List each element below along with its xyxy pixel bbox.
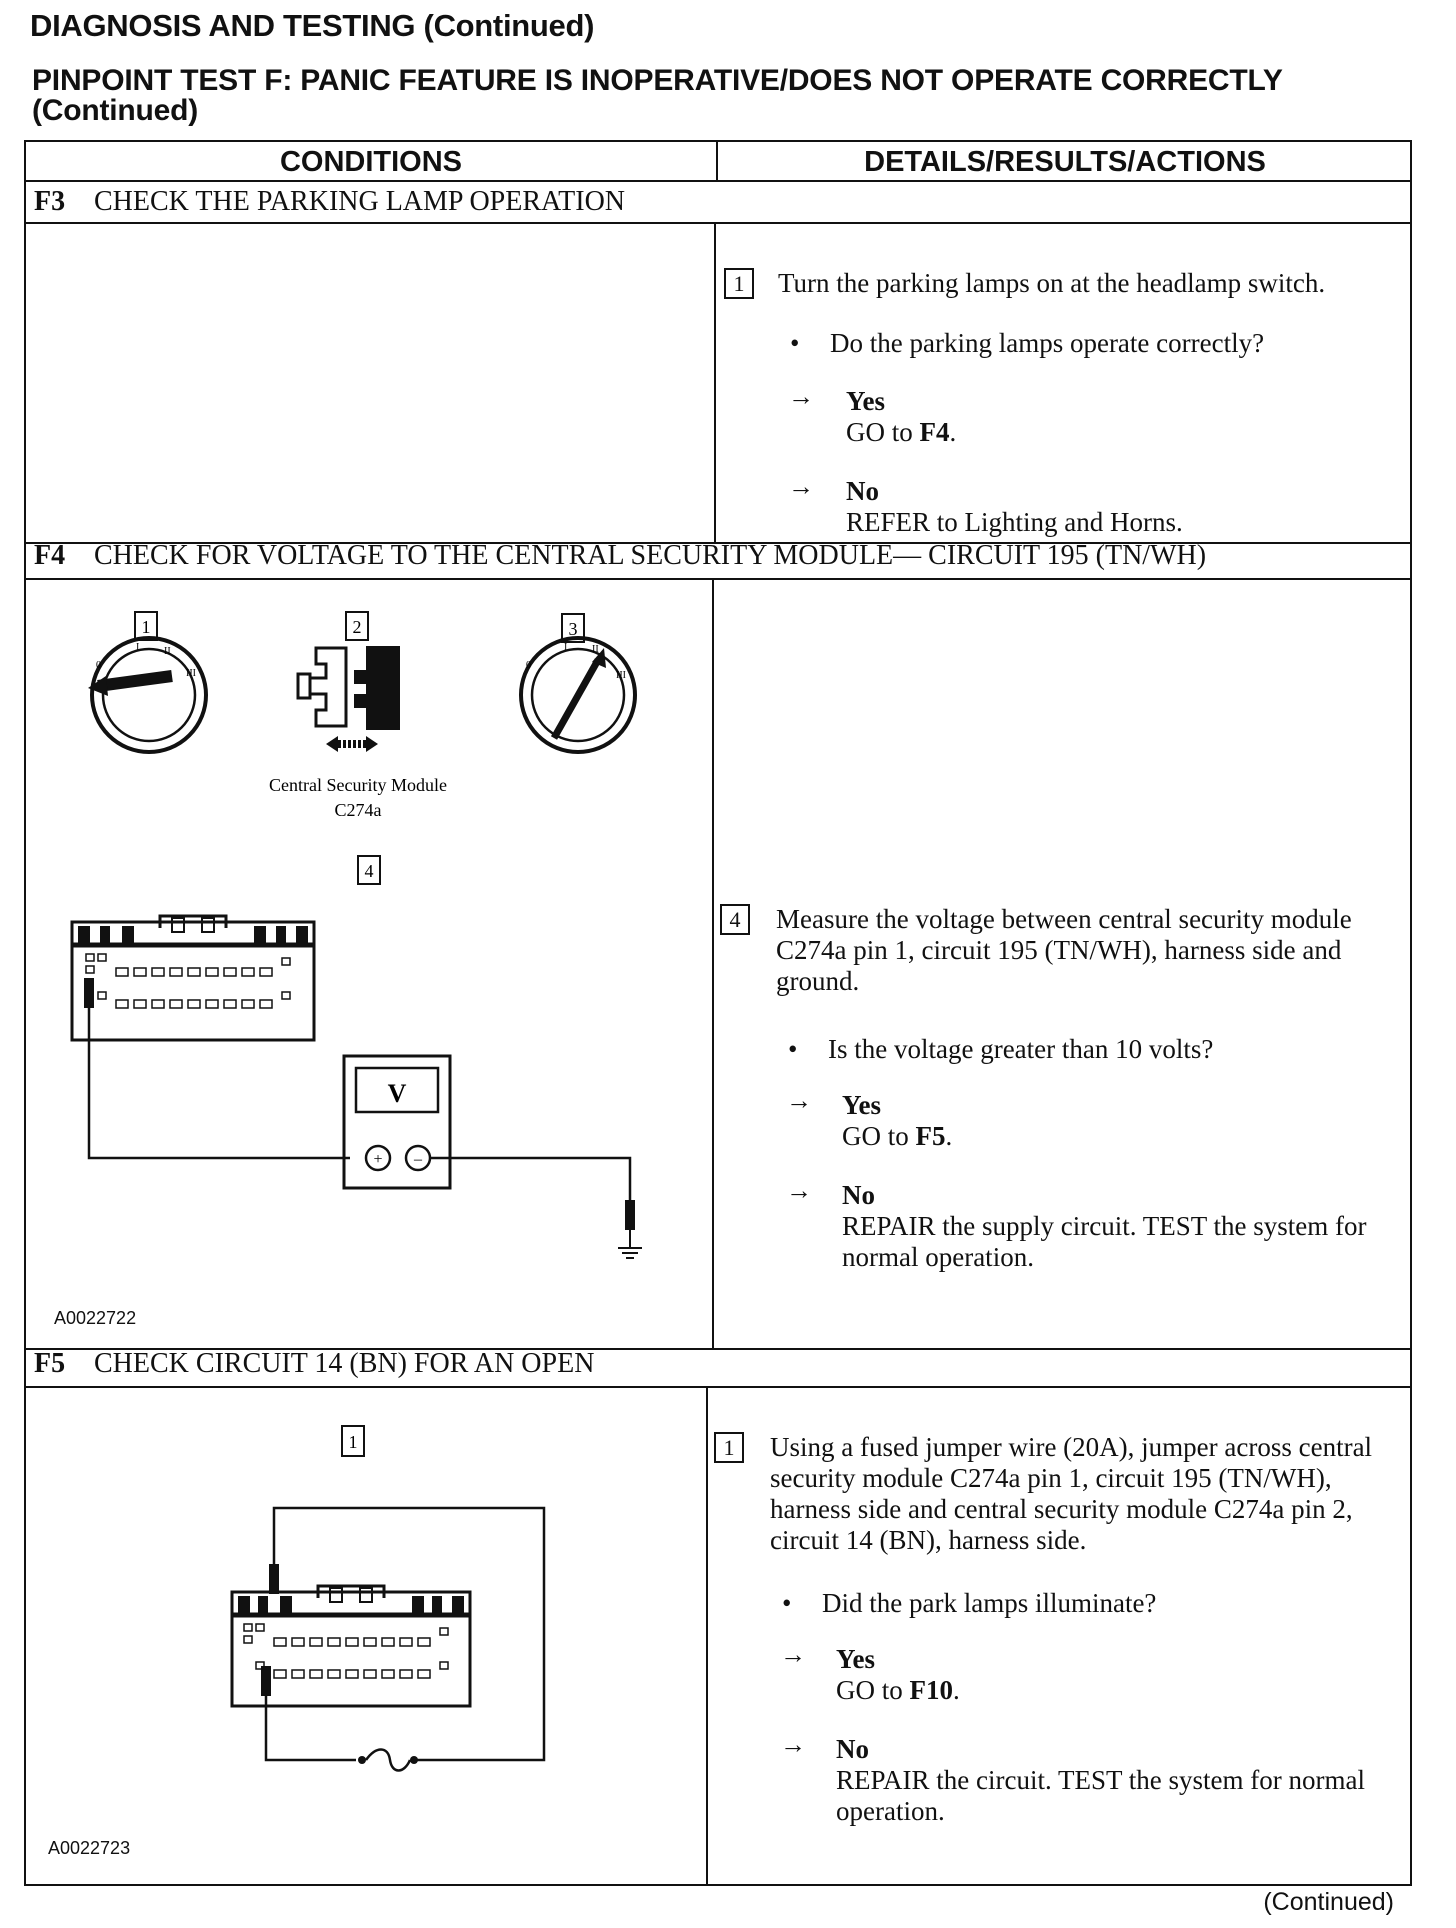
arrow-right-icon: → bbox=[786, 1176, 812, 1205]
f4-step-number: 4 bbox=[720, 904, 750, 935]
details-header: DETAILS/RESULTS/ACTIONS bbox=[864, 146, 1266, 178]
svg-text:1: 1 bbox=[348, 1432, 358, 1452]
bullet-icon: • bbox=[790, 328, 800, 358]
svg-text:–: – bbox=[414, 1151, 422, 1168]
f5-step-title bbox=[34, 1348, 594, 1380]
f4-title: CHECK FOR VOLTAGE TO THE CENTRAL SECURITY MODULE— CIRCUIT 195 (TN/WH) bbox=[94, 540, 1207, 571]
svg-text:+: + bbox=[373, 1151, 383, 1168]
f5-figure-id: A0022723 bbox=[48, 1838, 131, 1858]
f4-question: Is the voltage greater than 10 volts? bbox=[828, 1034, 1214, 1064]
pinpoint-test-title: PINPOINT TEST F: PANIC FEATURE IS INOPERATIVE/DOES NOT OPERATE CORRECTLY (Continued) bbox=[32, 64, 1283, 127]
f5-id: F5 bbox=[34, 1348, 66, 1379]
f5-no-action: REPAIR the circuit. TEST the system for normal operation. bbox=[836, 1765, 1365, 1826]
continued-note: (Continued) bbox=[1263, 1888, 1394, 1916]
f5-title: CHECK CIRCUIT 14 (BN) FOR AN OPEN bbox=[94, 1348, 595, 1379]
f4-yes-action: GO to F5. bbox=[842, 1121, 953, 1151]
f5-yes-result bbox=[836, 1644, 1376, 1706]
ignition-switch-run-icon bbox=[521, 638, 635, 752]
conditions-header: CONDITIONS bbox=[279, 146, 463, 178]
f5-jumper-test-diagram bbox=[26, 1386, 706, 1886]
f3-step-title bbox=[34, 186, 625, 218]
f5-fig-step1-box bbox=[342, 1426, 364, 1456]
f3-title: CHECK THE PARKING LAMP OPERATION bbox=[94, 186, 626, 217]
f5-no-label: No bbox=[836, 1734, 869, 1764]
f3-yes-label: Yes bbox=[846, 386, 885, 416]
arrow-right-icon: → bbox=[788, 382, 814, 411]
fuse-icon bbox=[358, 1750, 418, 1771]
f4-fig-step2-box bbox=[346, 612, 368, 640]
f5-yes-action: GO to F10. bbox=[836, 1675, 960, 1705]
f3-no-action: REFER to Lighting and Horns. bbox=[846, 507, 1183, 537]
f4-fig-step4-box bbox=[358, 856, 380, 884]
f5-yes-label: Yes bbox=[836, 1644, 875, 1674]
f3-step-number: 1 bbox=[724, 268, 754, 299]
f3-yes-action: GO to F4. bbox=[846, 417, 957, 447]
svg-text:I: I bbox=[136, 642, 140, 653]
f4-yes-label: Yes bbox=[842, 1090, 881, 1120]
svg-text:I: I bbox=[564, 642, 568, 653]
f4-step-text: Measure the voltage between central security module C274a pin 1, circuit 195 (TN/WH), harness side and ground. bbox=[776, 904, 1352, 996]
page-title: DIAGNOSIS AND TESTING (Continued) bbox=[30, 8, 595, 43]
f4-figure-id: A0022722 bbox=[54, 1308, 137, 1328]
harness-connector-c274a-icon bbox=[232, 1564, 470, 1706]
f4-no-result bbox=[842, 1180, 1402, 1273]
svg-text:II: II bbox=[592, 644, 599, 655]
connector-disconnect-icon bbox=[298, 646, 400, 752]
arrow-right-icon: → bbox=[780, 1640, 806, 1669]
bullet-icon: • bbox=[788, 1034, 798, 1064]
f3-id: F3 bbox=[34, 186, 66, 217]
svg-text:4: 4 bbox=[364, 861, 374, 881]
f4-step-title bbox=[34, 540, 1206, 572]
ignition-switch-off-icon bbox=[88, 638, 206, 752]
voltmeter-label: V bbox=[387, 1079, 407, 1108]
svg-text:III: III bbox=[616, 670, 626, 681]
svg-text:III: III bbox=[186, 668, 196, 679]
arrow-right-icon: → bbox=[788, 472, 814, 501]
svg-text:II: II bbox=[164, 646, 171, 657]
f5-step-number: 1 bbox=[714, 1432, 744, 1463]
svg-text:2: 2 bbox=[352, 617, 362, 637]
f3-no-result bbox=[846, 476, 1386, 538]
f5-no-result bbox=[836, 1734, 1396, 1827]
f3-step-text: Turn the parking lamps on at the headlamp switch. bbox=[778, 268, 1326, 298]
arrow-right-icon: → bbox=[780, 1730, 806, 1759]
f3-question: Do the parking lamps operate correctly? bbox=[830, 328, 1265, 358]
harness-connector-c274a-icon bbox=[72, 916, 314, 1040]
svg-text:0: 0 bbox=[96, 660, 101, 671]
pinpoint-test-table bbox=[24, 140, 1412, 1886]
f4-fig-caption-module: Central Security Module bbox=[269, 775, 447, 795]
f4-fig-step1-box bbox=[135, 612, 157, 640]
svg-text:0: 0 bbox=[526, 660, 531, 671]
f3-yes-result bbox=[846, 386, 1386, 448]
ground-icon bbox=[618, 1200, 642, 1258]
f4-yes-result bbox=[842, 1090, 1382, 1152]
f4-no-label: No bbox=[842, 1180, 875, 1210]
bullet-icon: • bbox=[782, 1588, 792, 1618]
arrow-right-icon: → bbox=[786, 1086, 812, 1115]
f3-no-label: No bbox=[846, 476, 879, 506]
f4-fig-caption-connector: C274a bbox=[334, 800, 382, 820]
f4-voltage-test-diagram bbox=[26, 578, 712, 1348]
f4-no-action: REPAIR the supply circuit. TEST the system for normal operation. bbox=[842, 1211, 1367, 1272]
voltmeter-icon bbox=[344, 1056, 450, 1188]
f4-id: F4 bbox=[34, 540, 66, 571]
svg-text:3: 3 bbox=[568, 619, 578, 639]
f5-step-text: Using a fused jumper wire (20A), jumper across central security module C274a pin 1, circuit 195 (TN/WH), harness side and central security module C274a pin 2, circuit 14 (BN), harness side. bbox=[770, 1432, 1373, 1555]
f5-question: Did the park lamps illuminate? bbox=[822, 1588, 1157, 1618]
svg-text:1: 1 bbox=[141, 617, 151, 637]
